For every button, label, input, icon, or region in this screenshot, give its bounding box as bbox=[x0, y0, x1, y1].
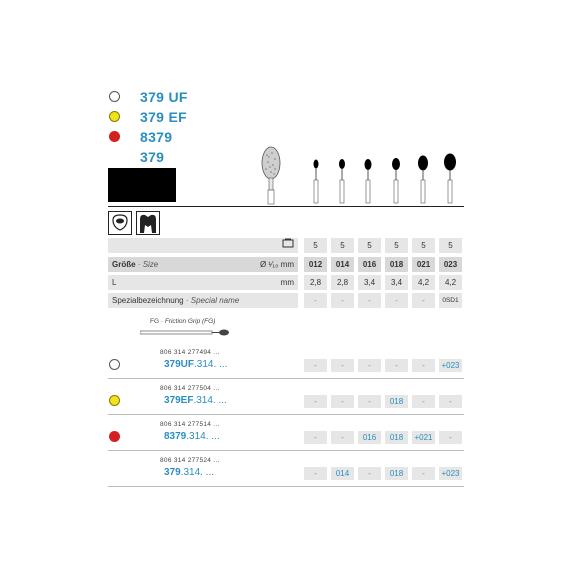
size-label-cell: Größe · Size Ø ¹⁄₁₀ mm bbox=[108, 257, 298, 272]
order-divider bbox=[108, 450, 464, 451]
color-dot-white bbox=[109, 359, 120, 370]
color-dot-red bbox=[109, 431, 120, 442]
pack-cell: 5 bbox=[385, 238, 408, 253]
order-cell: 018 bbox=[385, 395, 408, 408]
size-label-en: Size bbox=[142, 260, 159, 269]
order-cell: +021 bbox=[412, 431, 435, 444]
order-cell: - bbox=[304, 467, 327, 480]
order-code: 379.314. ... bbox=[164, 467, 215, 478]
size-cell: 012 bbox=[304, 257, 327, 272]
pack-icon bbox=[282, 238, 294, 253]
order-code: 379EF.314. ... bbox=[164, 395, 227, 406]
order-cell: - bbox=[412, 359, 435, 372]
length-row bbox=[108, 275, 464, 290]
length-unit: mm bbox=[280, 278, 294, 287]
pack-cell: 5 bbox=[439, 238, 462, 253]
special-cell: - bbox=[412, 293, 435, 308]
color-dot-yellow bbox=[109, 111, 120, 122]
pack-cell: 5 bbox=[358, 238, 381, 253]
order-cell: - bbox=[304, 431, 327, 444]
order-cell: - bbox=[439, 431, 462, 444]
variant-label-4: 379 bbox=[140, 149, 165, 165]
bur-014-icon bbox=[335, 158, 349, 204]
product-image-placeholder bbox=[108, 168, 176, 202]
special-label-cell: Spezialbezeichnung · Special name bbox=[108, 293, 298, 308]
size-row bbox=[108, 257, 464, 272]
bur-012-icon bbox=[309, 158, 323, 204]
tooth-preparation-icon bbox=[136, 211, 160, 235]
order-cell: 018 bbox=[385, 467, 408, 480]
bur-018-icon bbox=[388, 157, 404, 204]
variant-label-3: 8379 bbox=[140, 129, 173, 145]
variant-label-2: 379 EF bbox=[140, 109, 187, 125]
length-label-cell bbox=[108, 275, 298, 290]
length-cell: 2,8 bbox=[331, 275, 354, 290]
color-dot-red bbox=[109, 131, 120, 142]
pack-cell: 5 bbox=[412, 238, 435, 253]
pack-row bbox=[108, 238, 464, 253]
special-label: Spezialbezeichnung bbox=[112, 296, 184, 305]
pack-cell: 5 bbox=[331, 238, 354, 253]
size-cell: 021 bbox=[412, 257, 435, 272]
special-name-row bbox=[108, 293, 464, 308]
order-number: 806 314 277494 ... bbox=[160, 349, 220, 356]
pack-cell: 5 bbox=[304, 238, 327, 253]
bur-023-icon bbox=[440, 153, 460, 204]
order-number: 806 314 277524 ... bbox=[160, 457, 220, 464]
bur-021-icon bbox=[414, 155, 432, 204]
order-cell: 018 bbox=[385, 431, 408, 444]
order-code: 379UF.314. ... bbox=[164, 359, 228, 370]
length-cell: 3,4 bbox=[358, 275, 381, 290]
shank-type-label: FG · Friction Grip (FG) bbox=[150, 318, 216, 325]
special-cell: - bbox=[358, 293, 381, 308]
order-cell: 014 bbox=[331, 467, 354, 480]
order-number: 806 314 277514 ... bbox=[160, 421, 220, 428]
pack-label-cell bbox=[108, 238, 298, 253]
fg-shank-bur-icon bbox=[140, 328, 230, 338]
order-cell: +023 bbox=[439, 359, 462, 372]
order-cell: 016 bbox=[358, 431, 381, 444]
order-cell: - bbox=[385, 359, 408, 372]
order-cell: - bbox=[358, 359, 381, 372]
color-dot-white bbox=[109, 91, 120, 102]
order-cell: - bbox=[304, 359, 327, 372]
order-cell: +023 bbox=[439, 467, 462, 480]
size-cell: 018 bbox=[385, 257, 408, 272]
size-label: Größe bbox=[112, 260, 136, 269]
length-cell: 2,8 bbox=[304, 275, 327, 290]
special-cell: - bbox=[304, 293, 327, 308]
special-cell: - bbox=[385, 293, 408, 308]
order-cell: - bbox=[304, 395, 327, 408]
order-cell: - bbox=[331, 359, 354, 372]
order-number: 806 314 277504 ... bbox=[160, 385, 220, 392]
size-unit: Ø ¹⁄₁₀ mm bbox=[259, 260, 294, 269]
size-cell: 016 bbox=[358, 257, 381, 272]
size-cell: 014 bbox=[331, 257, 354, 272]
length-label: L bbox=[112, 278, 117, 287]
order-cell: - bbox=[439, 395, 462, 408]
size-cell: 023 bbox=[439, 257, 462, 272]
color-dot-yellow bbox=[109, 395, 120, 406]
length-cell: 4,2 bbox=[439, 275, 462, 290]
special-label-en: Special name bbox=[190, 296, 240, 305]
order-divider bbox=[108, 414, 464, 415]
length-cell: 3,4 bbox=[385, 275, 408, 290]
order-cell: - bbox=[412, 395, 435, 408]
order-cell: - bbox=[331, 431, 354, 444]
order-cell: - bbox=[358, 395, 381, 408]
length-cell: 4,2 bbox=[412, 275, 435, 290]
order-cell: - bbox=[331, 395, 354, 408]
tooth-occlusal-icon bbox=[108, 211, 132, 235]
special-cell: 0SD1 bbox=[439, 293, 462, 308]
bur-016-icon bbox=[361, 158, 375, 204]
header-divider bbox=[108, 206, 464, 207]
diamond-bur-icon bbox=[258, 145, 284, 205]
order-divider bbox=[108, 486, 464, 487]
special-cell: - bbox=[331, 293, 354, 308]
variant-label-1: 379 UF bbox=[140, 89, 188, 105]
order-divider bbox=[108, 378, 464, 379]
order-cell: - bbox=[412, 467, 435, 480]
order-code: 8379.314. ... bbox=[164, 431, 220, 442]
order-cell: - bbox=[358, 467, 381, 480]
